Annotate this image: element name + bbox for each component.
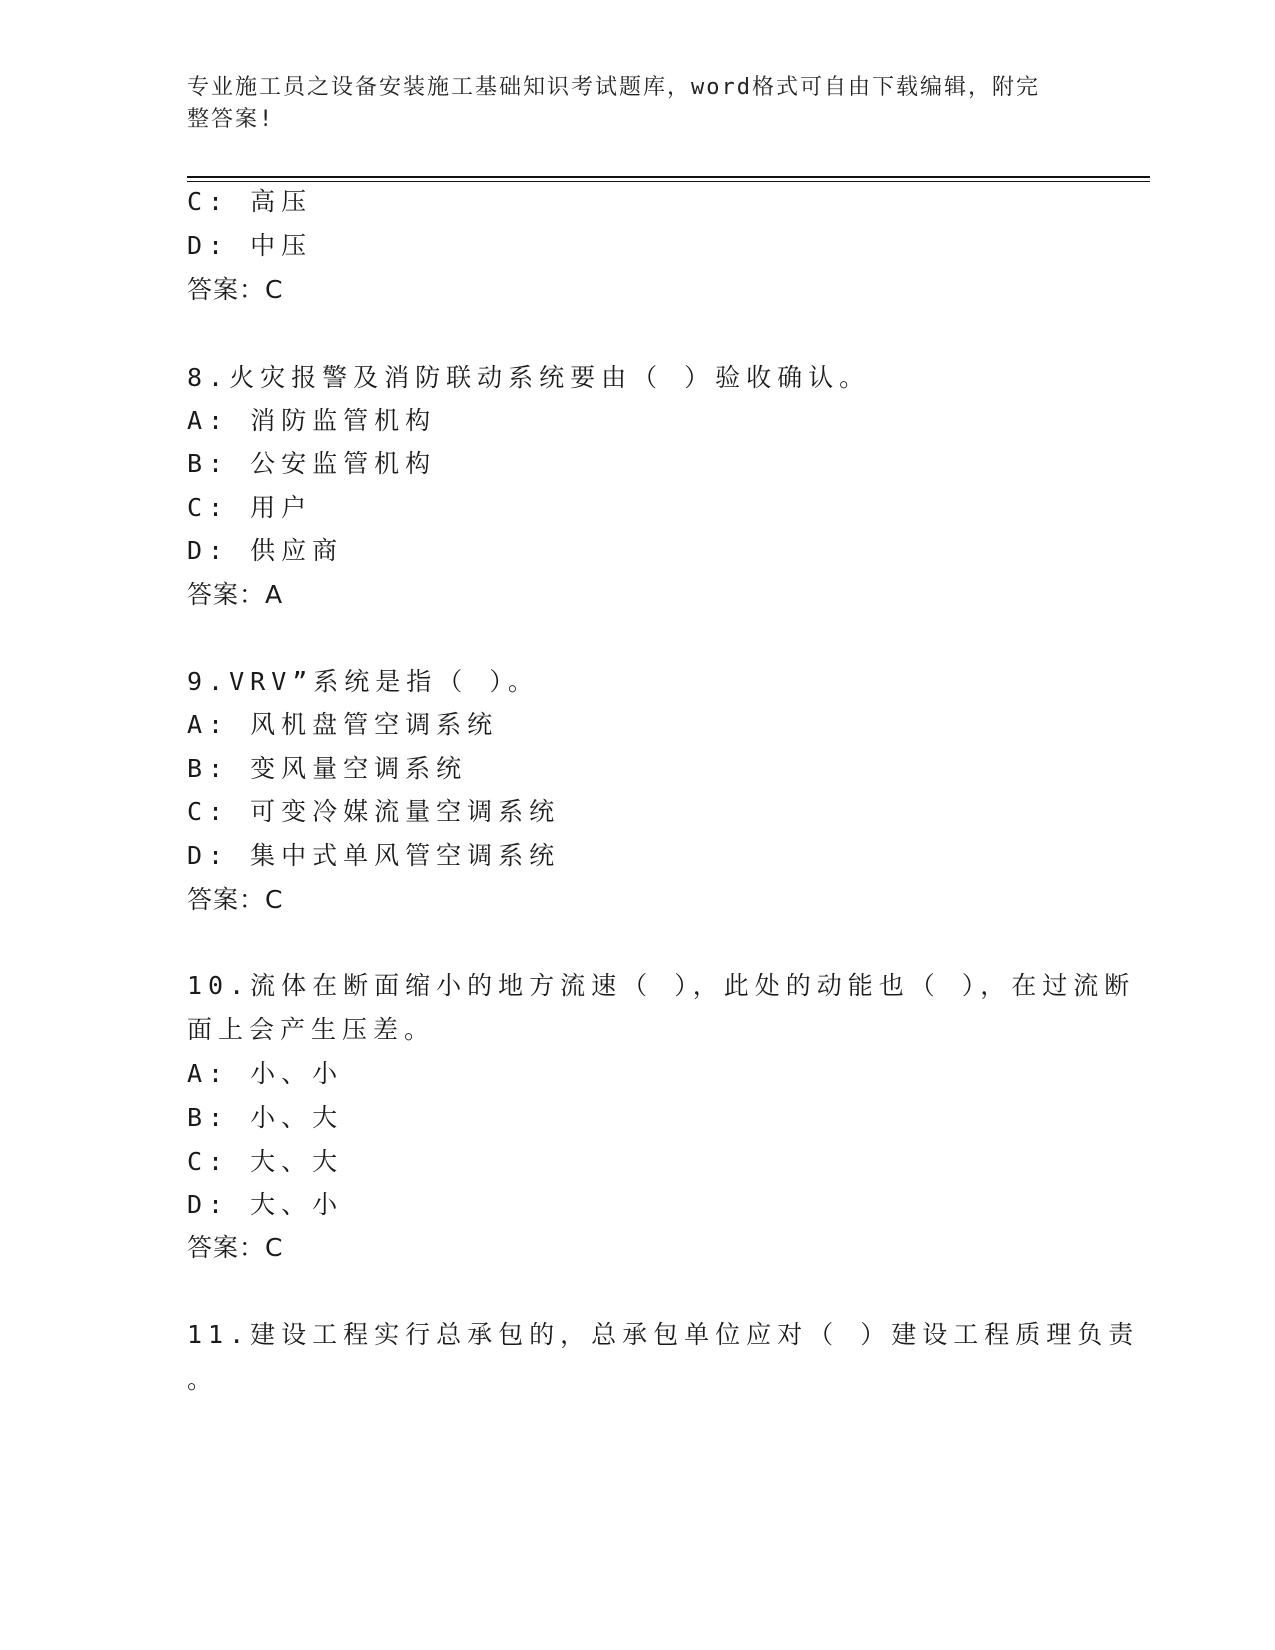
prev-answer: 答案：C	[187, 275, 284, 304]
header-divider-thin	[187, 181, 1150, 182]
q8-stem: 8.火灾报警及消防联动系统要由（ ）验收确认。	[187, 363, 871, 392]
q10-stem-line-1: 10.流体在断面缩小的地方流速（ ），此处的动能也（ ），在过流断	[187, 971, 1136, 1000]
q8-option-c: C: 用户	[187, 493, 313, 522]
header-line-2: 整答案!	[187, 107, 275, 132]
header-line-1: 专业施工员之设备安装施工基础知识考试题库，word格式可自由下载编辑，附完	[187, 75, 1040, 100]
header-divider-thick	[187, 176, 1150, 178]
q9-option-d: D: 集中式单风管空调系统	[187, 841, 561, 870]
q9-answer: 答案：C	[187, 885, 284, 914]
prev-option-c: C: 高压	[187, 187, 313, 216]
q8-option-b: B: 公安监管机构	[187, 449, 437, 478]
q10-option-d: D: 大、小	[187, 1190, 344, 1219]
q8-answer: 答案：A	[187, 580, 284, 609]
q10-answer: 答案：C	[187, 1233, 284, 1262]
q8-option-a: A: 消防监管机构	[187, 406, 437, 435]
q9-option-a: A: 风机盘管空调系统	[187, 710, 499, 739]
q9-stem: 9.VRV”系统是指（ ）。	[187, 667, 539, 696]
q9-option-c: C: 可变冷媒流量空调系统	[187, 797, 561, 826]
q10-option-b: B: 小、大	[187, 1103, 344, 1132]
q11-stem-line-2: 。	[187, 1365, 219, 1394]
q10-option-a: A: 小、小	[187, 1059, 344, 1088]
q10-option-c: C: 大、大	[187, 1147, 344, 1176]
q9-option-b: B: 变风量空调系统	[187, 754, 468, 783]
q8-option-d: D: 供应商	[187, 536, 344, 565]
prev-option-d: D: 中压	[187, 231, 313, 260]
q10-stem-line-2: 面上会产生压差。	[187, 1015, 436, 1044]
q11-stem-line-1: 11.建设工程实行总承包的，总承包单位应对（ ）建设工程质理负责	[187, 1320, 1140, 1349]
document-header	[187, 72, 1067, 136]
